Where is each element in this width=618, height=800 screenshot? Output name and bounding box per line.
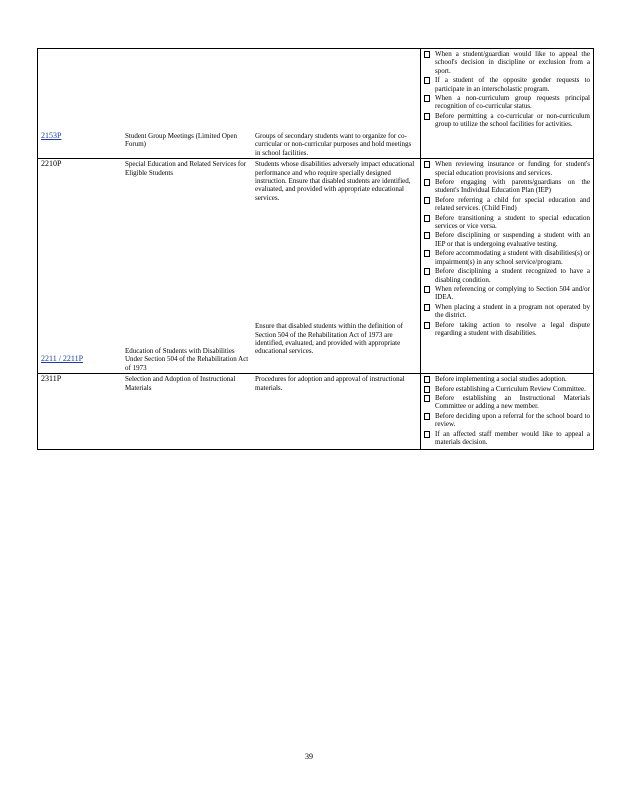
- policy-title: Selection and Adoption of Instructional Materials: [125, 375, 236, 392]
- checkbox-bullet-icon: [424, 95, 430, 102]
- policy-table: [37, 48, 594, 450]
- list-item: Before engaging with parents/guardians on the student's Individual Education Plan (IEP): [424, 178, 590, 195]
- table-row: [38, 159, 594, 374]
- checkbox-bullet-icon: [424, 322, 430, 329]
- checkbox-bullet-icon: [424, 431, 430, 438]
- checkbox-bullet-icon: [424, 250, 430, 257]
- checkbox-bullet-icon: [424, 179, 430, 186]
- list-item: Before referring a child for special education and related services. (Child Find): [424, 196, 590, 213]
- policy-code-cell: [38, 49, 123, 159]
- list-item: When placing a student in a program not operated by the district.: [424, 303, 590, 320]
- policy-description-cell: [252, 159, 421, 374]
- checkbox-bullet-icon: [424, 197, 430, 204]
- policy-title-cell: [122, 49, 252, 159]
- list-item: Before disciplining or suspending a student with an IEP or that is undergoing evaluative testing.: [424, 231, 590, 248]
- policy-description-cell: [252, 374, 421, 449]
- list-item: Before permitting a co-curricular or non-curriculum group to utilize the school facilities for activities.: [424, 112, 590, 129]
- policy-title: Education of Students with Disabilities Under Section 504 of the Rehabilitation Act of 1973: [125, 347, 249, 372]
- checkbox-bullet-icon: [424, 232, 430, 239]
- checkbox-bullet-icon: [424, 304, 430, 311]
- actions-list: [424, 50, 590, 129]
- page-number: 39: [305, 752, 313, 761]
- list-item: Before accommodating a student with disabilities(s) or impairment(s) in any school service/program.: [424, 249, 590, 266]
- list-item: If an affected staff member would like to appeal a materials decision.: [424, 430, 590, 447]
- checkbox-bullet-icon: [424, 376, 430, 383]
- policy-description: Ensure that disabled students within the definition of Section 504 of the Rehabilitation Act of 1973 are identified, evaluated, and provided with appropriate educational services.: [255, 322, 403, 356]
- policy-actions-cell: [421, 159, 594, 374]
- checkbox-bullet-icon: [424, 51, 430, 58]
- list-item: Before implementing a social studies adoption.: [424, 375, 590, 383]
- checkbox-bullet-icon: [424, 215, 430, 222]
- list-item: When a student/guardian would like to appeal the school's decision in discipline or exclusion from a sport.: [424, 50, 590, 75]
- checkbox-bullet-icon: [424, 286, 430, 293]
- policy-title-cell: [122, 159, 252, 374]
- policy-title: Special Education and Related Services for Eligible Students: [125, 160, 247, 177]
- policy-description: Groups of secondary students want to organize for co-curricular or non-curricular purposes and hold meetings in school facilities.: [255, 132, 412, 157]
- policy-actions-cell: [421, 374, 594, 449]
- list-item: Before disciplining a student recognized to have a disabling condition.: [424, 267, 590, 284]
- checkbox-bullet-icon: [424, 268, 430, 275]
- list-item: If a student of the opposite gender requests to participate in an interscholastic program.: [424, 76, 590, 93]
- list-item: Before transitioning a student to special education services or vice versa.: [424, 214, 590, 231]
- policy-code-cell: [38, 159, 123, 374]
- policy-code-cell: [38, 374, 123, 449]
- checkbox-bullet-icon: [424, 386, 430, 393]
- actions-list: [424, 160, 590, 337]
- policy-code: 2210P: [41, 159, 62, 169]
- list-item: Before taking action to resolve a legal dispute regarding a student with disabilities.: [424, 321, 590, 338]
- list-item: When reviewing insurance or funding for student's special education provisions and services.: [424, 160, 590, 177]
- checkbox-bullet-icon: [424, 113, 430, 120]
- table-row: [38, 49, 594, 159]
- checkbox-bullet-icon: [424, 413, 430, 420]
- list-item: When a non-curriculum group requests principal recognition of co-curricular status.: [424, 94, 590, 111]
- list-item: When referencing or complying to Section 504 and/or IDEA.: [424, 285, 590, 302]
- policy-code-link[interactable]: 2211 / 2211P: [41, 353, 84, 363]
- policy-description: Students whose disabilities adversely impact educational performance and who require specially designed instruction. Ensure that disabled students are identified, evaluated, and provided with appropriate educational services.: [255, 160, 415, 202]
- actions-list: [424, 375, 590, 446]
- checkbox-bullet-icon: [424, 77, 430, 84]
- checkbox-bullet-icon: [424, 161, 430, 168]
- policy-description: Procedures for adoption and approval of instructional materials.: [255, 375, 405, 392]
- checkbox-bullet-icon: [424, 395, 430, 402]
- list-item: Before establishing a Curriculum Review Committee.: [424, 385, 590, 393]
- policy-code: 2311P: [41, 374, 62, 384]
- list-item: Before establishing an Instructional Materials Committee or adding a new member.: [424, 394, 590, 411]
- table-row: [38, 374, 594, 449]
- policy-code-link[interactable]: 2153P: [41, 131, 62, 140]
- policy-actions-cell: [421, 49, 594, 159]
- list-item: Before deciding upon a referral for the school board to review.: [424, 412, 590, 429]
- policy-title: Student Group Meetings (Limited Open Forum): [125, 132, 237, 149]
- policy-description-cell: [252, 49, 421, 159]
- policy-title-cell: [122, 374, 252, 449]
